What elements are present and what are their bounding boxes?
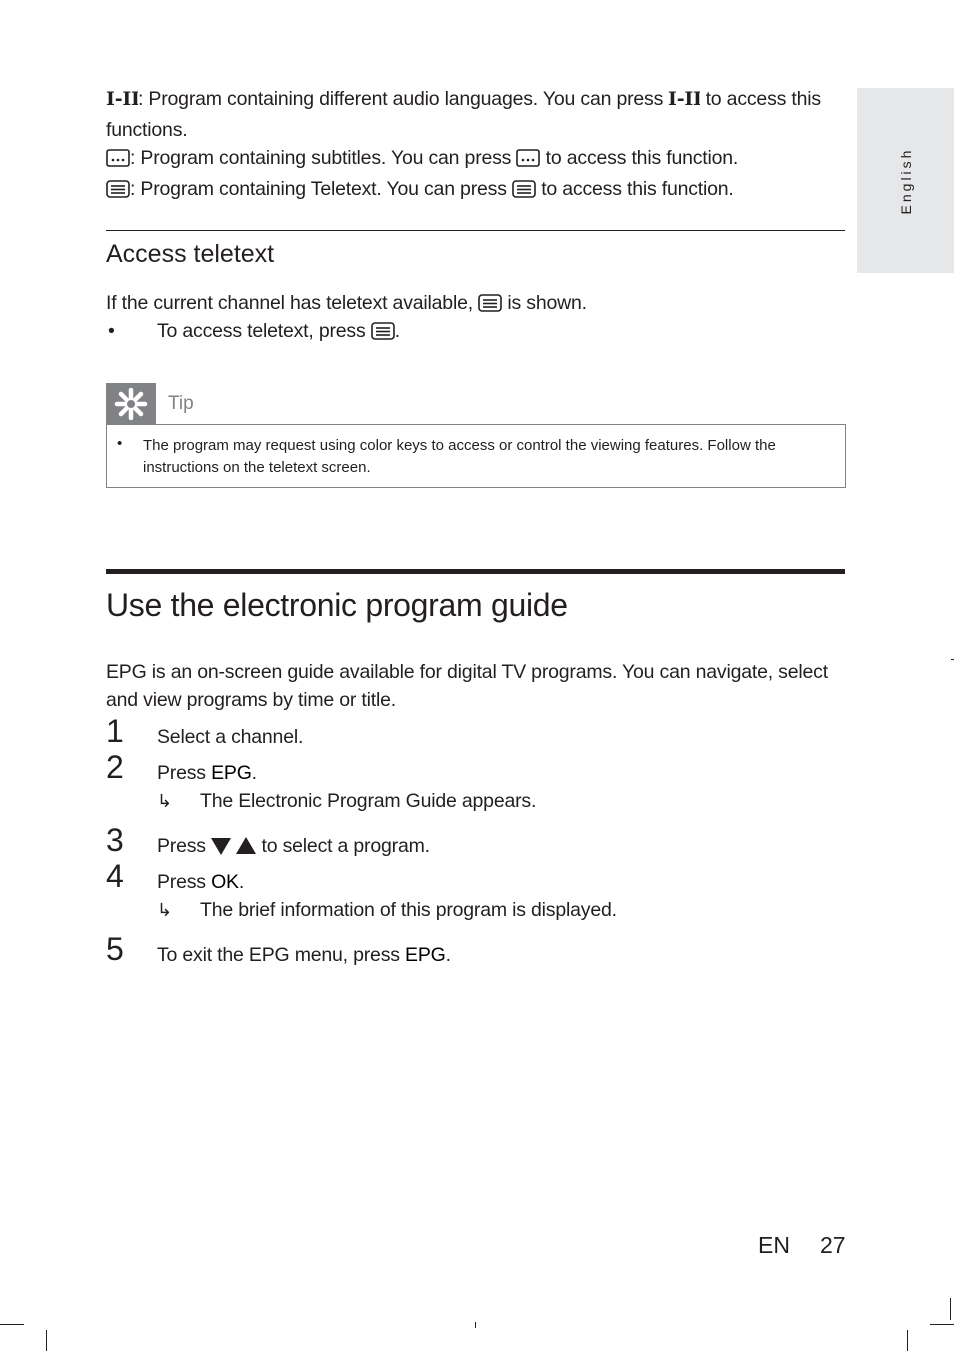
crop-mark: [46, 1330, 47, 1351]
epg-key: EPG: [405, 944, 446, 966]
step-text-2: to select a program.: [261, 835, 430, 857]
step-number: 2: [106, 749, 124, 785]
epg-intro: EPG is an on-screen guide available for digital TV programs. You can navigate, select and view programs by time or title.: [106, 661, 828, 711]
icon-legend: [106, 85, 846, 206]
section-divider: [106, 230, 845, 231]
step-text: To exit the EPG menu, press: [157, 944, 406, 966]
step-text: Press: [157, 762, 212, 784]
teletext-icon: [478, 292, 502, 320]
svg-text:I-II: I-II: [106, 88, 138, 108]
step-2-text: [157, 759, 257, 787]
chapter-divider: [106, 569, 845, 574]
step-punct: .: [238, 871, 245, 893]
subtitle-icon: [516, 147, 540, 175]
down-arrow-icon: [211, 835, 231, 863]
intro-text: If the current channel has teletext available,: [106, 292, 473, 314]
result-arrow-icon: ↳: [157, 900, 172, 920]
page-number: 27: [820, 1232, 846, 1258]
teletext-icon: [371, 320, 395, 348]
step-number: 5: [106, 931, 124, 967]
legend-subtitle-line: [106, 144, 846, 175]
tip-text: The program may request using color keys to access or control the viewing features. Follow the instructions on the teletext screen.: [143, 437, 776, 476]
language-tab: [857, 88, 954, 273]
tip-bullet: •: [117, 435, 123, 452]
ok-key: OK: [211, 871, 239, 893]
step-4-result: The brief information of this program is displayed.: [200, 899, 617, 921]
legend-teletext-line: [106, 175, 846, 206]
footer-language: EN: [758, 1232, 790, 1258]
svg-text:I-II: I-II: [668, 88, 701, 108]
legend-audio-text: : Program containing different audio languages. You can press: [138, 88, 664, 110]
crop-mark: [475, 1322, 476, 1328]
crop-mark: [0, 1324, 24, 1325]
step-number: 1: [106, 713, 124, 749]
access-teletext-step: [157, 317, 400, 348]
up-arrow-icon: [236, 835, 256, 863]
legend-subtitle-text-2: to access this function.: [545, 147, 739, 169]
step-punct: .: [251, 762, 257, 784]
step-punct: .: [445, 944, 451, 966]
step-text: To access teletext, press: [157, 320, 366, 342]
result-arrow-icon: ↳: [157, 791, 172, 811]
step-4-text: [157, 868, 244, 896]
step-number: 4: [106, 858, 124, 894]
legend-subtitle-text: : Program containing subtitles. You can press: [130, 147, 512, 169]
step-text: Press: [157, 835, 206, 857]
step-3-text: [157, 832, 430, 863]
epg-key: EPG: [211, 762, 252, 784]
dual-audio-icon: [106, 88, 138, 116]
dual-audio-icon: [668, 88, 700, 116]
access-teletext-heading: Access teletext: [106, 240, 275, 268]
tip-star-icon: [106, 383, 156, 425]
epg-heading: Use the electronic program guide: [106, 587, 568, 623]
step-5-text: [157, 941, 451, 969]
intro-text-2: is shown.: [507, 292, 587, 314]
step-text-2: .: [394, 320, 400, 342]
legend-audio-text-3: functions.: [106, 119, 188, 141]
teletext-icon: [512, 178, 536, 206]
tip-header: [106, 383, 846, 425]
crop-mark: [907, 1330, 908, 1351]
tip-badge: [106, 383, 156, 425]
step-1-text: Select a channel.: [157, 726, 304, 748]
step-number: 3: [106, 822, 124, 858]
bullet-mark: •: [108, 320, 115, 342]
access-teletext-intro: [106, 289, 587, 320]
crop-mark: [930, 1324, 954, 1325]
subtitle-icon: [106, 147, 130, 175]
tip-box: [106, 424, 846, 488]
language-tab-label: English: [897, 147, 914, 214]
legend-audio-line: [106, 85, 846, 116]
teletext-icon: [106, 178, 130, 206]
legend-audio-text-2: to access this: [705, 88, 821, 110]
legend-teletext-text: : Program containing Teletext. You can press: [130, 178, 507, 200]
tip-label: Tip: [168, 393, 194, 414]
crop-mark: [950, 1298, 951, 1320]
step-text: Press: [157, 871, 212, 893]
step-2-result: The Electronic Program Guide appears.: [200, 790, 537, 812]
legend-teletext-text-2: to access this function.: [541, 178, 734, 200]
